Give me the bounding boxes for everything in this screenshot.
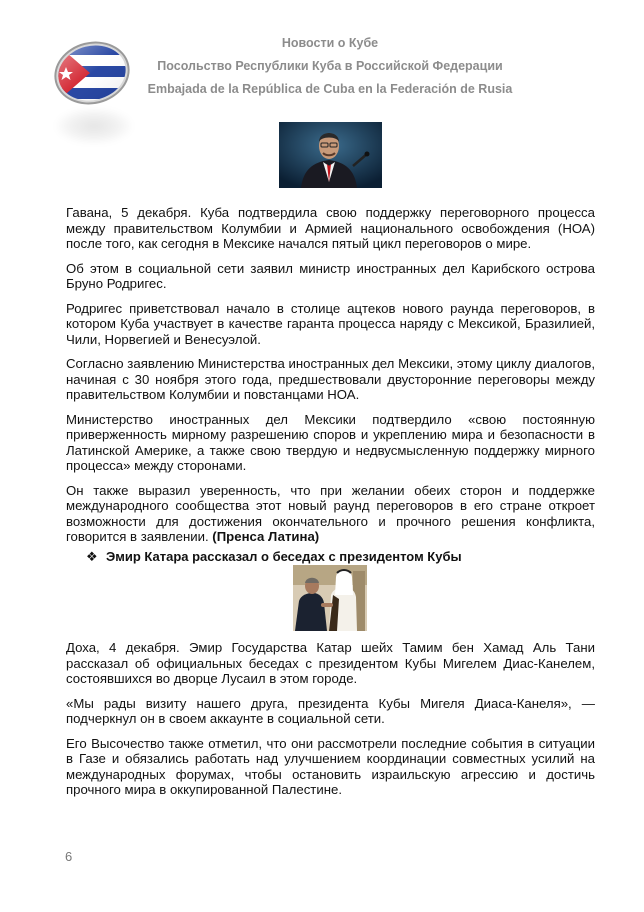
header-subtitle-es: Embajada de la República de Cuba en la Federación de Rusia (147, 82, 513, 96)
emir-meeting-photo (293, 565, 367, 631)
page-number: 6 (65, 849, 73, 864)
article-1-paragraph: Согласно заявлению Министерства иностранных дел Мексики, этому циклу диалогов, начиная с 30 ноября этого года, предшествовали двусторонние переговоры между правительством Колумбии и повстанцами НОА. (66, 356, 595, 402)
bullet-icon: ❖ (86, 549, 98, 564)
article-1-paragraph: Министерство иностранных дел Мексики подтвердило «свою постоянную приверженность мирному разрешению споров и укреплению мира и безопасности в Латинской Америке, а также свою твердую и недвусмысленную поддержку мирного процесса» между сторонами. (66, 411, 595, 473)
article-1-last-paragraph (66, 483, 595, 545)
header-title: Новости о Кубе (281, 36, 379, 50)
article-1-paragraph: Об этом в социальной сети заявил министр иностранных дел Карибского острова Бруно Родригес. (66, 260, 595, 291)
article-1-last-text: Он также выразил уверенность, что при желании обеих сторон и поддержке международного сообщества этот новый раунд переговоров в его стране откроет возможности для достижения окончательного и прочного решения конфликта, говорится в заявлении. (66, 482, 595, 544)
article-1-paragraph: Гавана, 5 декабря. Куба подтвердила свою поддержку переговорного процесса между правительством Колумбии и Армией национального освобождения (НОА) после того, как сегодня в Мексике начался пятый цикл переговоров о мире. (66, 205, 595, 251)
article-2-paragraph: Его Высочество также отметил, что они рассмотрели последние события в ситуации в Газе и обязались работать над улучшением координации совместных усилий на международных форумах, чтобы остановить израильскую агрессию и достичь прочного мира в оккупированной Палестине. (66, 735, 595, 797)
header-subtitle-ru: Посольство Республики Куба в Российской Федерации (157, 59, 503, 73)
article-2-paragraph: «Мы рады визиту нашего друга, президента Кубы Мигеля Диаса-Канеля», — подчеркнул он в своем аккаунте в социальной сети. (66, 695, 595, 726)
cuba-flag-emblem-icon (52, 40, 132, 106)
article-2 (66, 640, 595, 798)
article-2-title: Эмир Катара рассказал о беседах с президентом Кубы (106, 549, 462, 564)
article-2-heading (86, 549, 462, 565)
article-1 (66, 205, 595, 545)
article-2-paragraph: Доха, 4 декабря. Эмир Государства Катар шейх Тамим бен Хамад Аль Тани рассказал об официальных беседах с президентом Кубы Мигелем Диас-Канелем, состоявшихся во дворце Лусаил в этом городе. (66, 640, 595, 686)
minister-photo (279, 122, 382, 188)
article-1-source: (Пренса Латина) (208, 529, 320, 544)
article-1-paragraph: Родригес приветствовал начало в столице ацтеков нового раунда переговоров, в котором Куба участвует в качестве гаранта процесса наряду с Мексикой, Бразилией, Чили, Норвегией и Венесуэлой. (66, 300, 595, 347)
logo-shadow (56, 108, 132, 144)
